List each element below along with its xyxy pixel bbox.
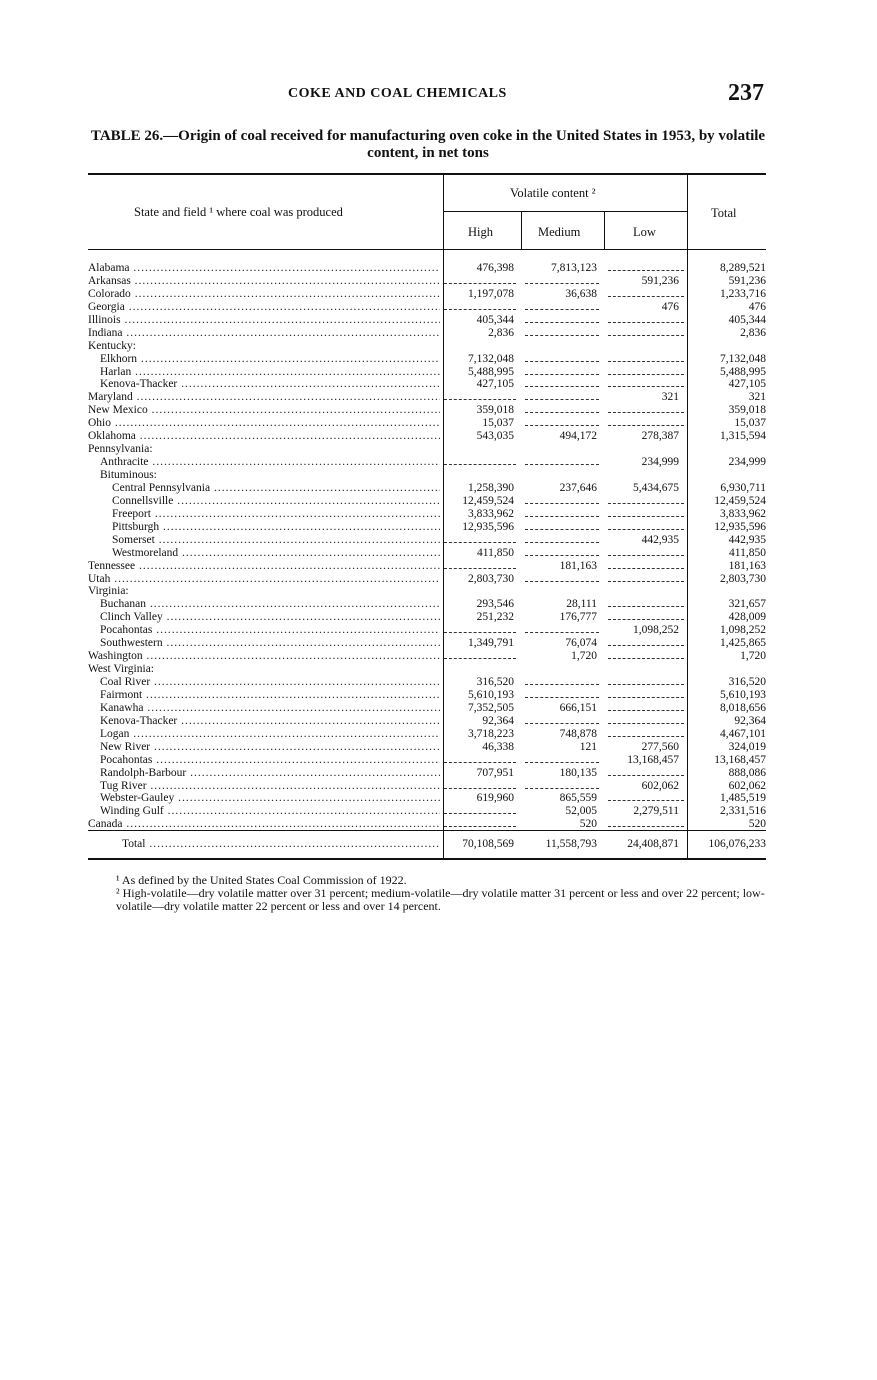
cell-total: 2,803,730 <box>720 572 766 585</box>
table-row <box>88 417 766 430</box>
col-header-total: Total <box>711 206 737 220</box>
empty-cell-leader <box>444 391 516 400</box>
table-row <box>88 637 766 650</box>
cell-high: 543,035 <box>476 430 514 443</box>
table-row <box>88 598 766 611</box>
cell-medium: 494,172 <box>559 430 597 443</box>
row-label: Kenova-Thacker ..... <box>88 715 440 728</box>
empty-cell-leader <box>608 728 684 737</box>
row-label: Southwestern ..... <box>88 637 440 650</box>
empty-cell-leader <box>608 689 684 698</box>
row-label: Ohio ..... <box>88 417 440 430</box>
empty-cell-leader <box>444 624 516 633</box>
cell-total: 8,289,521 <box>720 262 766 274</box>
empty-cell-leader <box>525 327 599 336</box>
table-bottom-rule <box>88 858 766 860</box>
empty-cell-leader <box>608 611 684 620</box>
total-low: 24,408,871 <box>627 838 679 850</box>
cell-total: 411,850 <box>729 546 766 559</box>
cell-total: 8,018,656 <box>720 701 766 714</box>
cell-medium: 666,151 <box>559 701 597 714</box>
empty-cell-leader <box>608 314 684 323</box>
cell-high: 15,037 <box>482 417 514 430</box>
total-top-rule <box>88 830 766 831</box>
cell-total: 1,425,865 <box>720 637 766 650</box>
cell-high: 251,232 <box>476 611 514 624</box>
cell-high: 5,610,193 <box>468 688 514 701</box>
cell-low: 234,999 <box>641 456 679 469</box>
cell-total: 13,168,457 <box>714 753 766 766</box>
cell-high: 1,258,390 <box>468 481 514 494</box>
row-label: Freeport ..... <box>88 508 440 521</box>
table-row <box>88 767 766 780</box>
table-row <box>88 754 766 767</box>
empty-cell-leader <box>444 560 516 569</box>
cell-low: 277,560 <box>641 740 679 753</box>
row-label: Pocahontas ..... <box>88 624 440 637</box>
empty-cell-leader <box>608 650 684 659</box>
cell-low: 5,434,675 <box>633 481 679 494</box>
table-row <box>88 611 766 624</box>
cell-total: 591,236 <box>728 274 766 287</box>
empty-cell-leader <box>525 573 599 582</box>
cell-total: 476 <box>748 300 766 313</box>
empty-cell-leader <box>525 547 599 556</box>
empty-cell-leader <box>608 495 684 504</box>
empty-cell-leader <box>608 818 684 827</box>
row-label: Coal River ..... <box>88 676 440 689</box>
cell-total: 1,098,252 <box>720 624 766 637</box>
cell-low: 1,098,252 <box>633 624 679 637</box>
table-row <box>88 560 766 573</box>
empty-cell-leader <box>444 754 516 763</box>
table-row <box>88 715 766 728</box>
footnote-2: ² High-volatile—dry volatile matter over 31 percent; medium-volatile—dry volatile matter 31 percent or less and over 22 percent; low-volatile—dry volatile matter 22 percent or less and over 14 percent. <box>116 886 765 913</box>
table-row <box>88 650 766 663</box>
cell-medium: 121 <box>579 740 597 753</box>
row-label: Randolph-Barbour ..... <box>88 767 440 780</box>
table-row <box>88 585 766 598</box>
empty-cell-leader <box>608 637 684 646</box>
cell-high: 359,018 <box>476 404 514 417</box>
row-label: Kenova-Thacker ..... <box>88 378 440 391</box>
empty-cell-leader <box>608 702 684 711</box>
cell-total: 5,488,995 <box>720 365 766 378</box>
cell-total: 427,105 <box>728 378 766 391</box>
cell-total: 12,459,524 <box>714 494 766 507</box>
cell-total: 2,331,516 <box>720 805 766 818</box>
cell-high: 411,850 <box>477 546 514 559</box>
cell-total: 92,364 <box>734 714 766 727</box>
row-label: Connellsville ..... <box>88 495 440 508</box>
cell-total: 181,163 <box>728 559 766 572</box>
table-row <box>88 353 766 366</box>
row-label: New River ..... <box>88 741 440 754</box>
cell-total: 4,467,101 <box>720 727 766 740</box>
row-label: Kanawha ..... <box>88 702 440 715</box>
empty-cell-leader <box>525 417 599 426</box>
row-label: Virginia: <box>88 585 129 598</box>
cell-total: 5,610,193 <box>720 688 766 701</box>
row-label: Pennsylvania: <box>88 443 153 456</box>
empty-cell-leader <box>444 818 516 827</box>
empty-cell-leader <box>444 780 516 789</box>
row-label: Winding Gulf ..... <box>88 805 440 818</box>
cell-medium: 520 <box>579 818 597 831</box>
empty-cell-leader <box>444 805 516 814</box>
table-row <box>88 456 766 469</box>
empty-cell-leader <box>444 301 516 310</box>
table-row <box>88 378 766 391</box>
col-header-high: High <box>468 225 493 239</box>
row-label: Webster-Gauley ..... <box>88 792 440 805</box>
empty-cell-leader <box>608 262 684 271</box>
cell-high: 7,132,048 <box>468 352 514 365</box>
cell-total: 321 <box>748 391 766 404</box>
table-row <box>88 624 766 637</box>
cell-low: 2,279,511 <box>633 805 679 818</box>
table-row <box>88 689 766 702</box>
table-row <box>88 521 766 534</box>
empty-cell-leader <box>525 780 599 789</box>
cell-high: 427,105 <box>476 378 514 391</box>
column-divider-high <box>521 212 522 250</box>
cell-total: 321,657 <box>728 598 766 611</box>
empty-cell-leader <box>525 676 599 685</box>
total-label: Total ..... <box>88 836 440 852</box>
cell-medium: 180,135 <box>559 766 597 779</box>
row-label: Westmoreland ..... <box>88 547 440 560</box>
table-row <box>88 702 766 715</box>
row-label: Somerset ..... <box>88 534 440 547</box>
empty-cell-leader <box>608 676 684 685</box>
cell-medium: 181,163 <box>559 559 597 572</box>
row-label: Tug River ..... <box>88 780 440 793</box>
row-label: Elkhorn ..... <box>88 353 440 366</box>
row-label: Georgia ..... <box>88 301 440 314</box>
table-row <box>88 508 766 521</box>
cell-total: 316,520 <box>728 676 766 688</box>
cell-high: 46,338 <box>482 740 514 753</box>
table-row <box>88 391 766 404</box>
row-label: Indiana ..... <box>88 327 440 340</box>
cell-high: 7,352,505 <box>468 701 514 714</box>
empty-cell-leader <box>525 353 599 362</box>
cell-high: 293,546 <box>476 598 514 611</box>
cell-high: 92,364 <box>482 714 514 727</box>
column-divider-medium <box>604 212 605 250</box>
empty-cell-leader <box>608 508 684 517</box>
cell-total: 405,344 <box>728 313 766 326</box>
table-row <box>88 430 766 443</box>
cell-high: 2,836 <box>488 326 514 339</box>
table-row <box>88 534 766 547</box>
footnotes <box>88 874 768 913</box>
cell-medium: 7,813,123 <box>551 262 597 274</box>
row-label: Washington ..... <box>88 650 440 663</box>
total-row <box>88 836 766 852</box>
cell-low: 476 <box>661 300 679 313</box>
cell-medium: 76,074 <box>565 637 597 650</box>
cell-total: 520 <box>748 818 766 831</box>
empty-cell-leader <box>525 314 599 323</box>
empty-cell-leader <box>608 288 684 297</box>
cell-low: 602,062 <box>641 779 679 792</box>
row-label: Tennessee ..... <box>88 560 440 573</box>
cell-total: 442,935 <box>728 533 766 546</box>
table-row <box>88 805 766 818</box>
cell-total: 1,485,519 <box>720 792 766 805</box>
row-label: Harlan ..... <box>88 366 440 379</box>
cell-total: 12,935,596 <box>714 520 766 533</box>
total-high: 70,108,569 <box>462 838 514 850</box>
row-label: New Mexico ..... <box>88 404 440 417</box>
cell-high: 12,935,596 <box>462 520 514 533</box>
group-header-volatile: Volatile content ² <box>510 186 596 200</box>
table-top-rule <box>88 173 766 175</box>
empty-cell-leader <box>525 495 599 504</box>
table-row <box>88 573 766 586</box>
running-head-title: COKE AND COAL CHEMICALS <box>288 86 507 101</box>
empty-cell-leader <box>608 598 684 607</box>
table-row <box>88 469 766 482</box>
total-medium: 11,558,793 <box>545 838 597 850</box>
empty-cell-leader <box>608 353 684 362</box>
empty-cell-leader <box>525 301 599 310</box>
cell-total: 602,062 <box>728 779 766 792</box>
row-label: Clinch Valley ..... <box>88 611 440 624</box>
cell-high: 3,833,962 <box>468 507 514 520</box>
cell-low: 278,387 <box>641 430 679 443</box>
cell-high: 2,803,730 <box>468 572 514 585</box>
table-row <box>88 301 766 314</box>
empty-cell-leader <box>525 378 599 387</box>
row-label: Pocahontas ..... <box>88 754 440 767</box>
cell-total: 7,132,048 <box>720 352 766 365</box>
table-row <box>88 495 766 508</box>
cell-total: 234,999 <box>728 456 766 469</box>
table-row <box>88 663 766 676</box>
table-row <box>88 792 766 805</box>
empty-cell-leader <box>444 456 516 465</box>
row-label: Logan ..... <box>88 728 440 741</box>
empty-cell-leader <box>525 456 599 465</box>
table-row <box>88 547 766 560</box>
empty-cell-leader <box>525 715 599 724</box>
table-row <box>88 327 766 340</box>
cell-high: 1,197,078 <box>468 287 514 300</box>
footnote-1: ¹ As defined by the United States Coal Commission of 1922. <box>116 873 407 887</box>
cell-medium: 176,777 <box>559 611 597 624</box>
row-label: Canada ..... <box>88 818 440 831</box>
table-row <box>88 366 766 379</box>
row-label: Oklahoma ..... <box>88 430 440 443</box>
table-row <box>88 314 766 327</box>
cell-medium: 1,720 <box>571 650 597 663</box>
cell-total: 1,720 <box>740 650 766 663</box>
empty-cell-leader <box>444 534 516 543</box>
empty-cell-leader <box>608 767 684 776</box>
table-row <box>88 443 766 456</box>
cell-medium: 36,638 <box>565 287 597 300</box>
col-header-medium: Medium <box>538 225 581 239</box>
cell-medium: 865,559 <box>559 792 597 805</box>
table-row <box>88 728 766 741</box>
cell-high: 5,488,995 <box>468 365 514 378</box>
empty-cell-leader <box>525 275 599 284</box>
empty-cell-leader <box>444 650 516 659</box>
cell-low: 591,236 <box>641 274 679 287</box>
row-label: Buchanan ..... <box>88 598 440 611</box>
table-row <box>88 741 766 754</box>
cell-total: 428,009 <box>728 611 766 624</box>
row-label: Alabama ..... <box>88 262 440 275</box>
row-label: Anthracite ..... <box>88 456 440 469</box>
cell-total: 3,833,962 <box>720 507 766 520</box>
empty-cell-leader <box>525 521 599 530</box>
cell-high: 1,349,791 <box>468 637 514 650</box>
table-body <box>88 262 766 831</box>
empty-cell-leader <box>608 560 684 569</box>
row-label: Illinois ..... <box>88 314 440 327</box>
cell-high: 707,951 <box>476 766 514 779</box>
total-total: 106,076,233 <box>708 838 766 850</box>
empty-cell-leader <box>608 792 684 801</box>
empty-cell-leader <box>525 404 599 413</box>
empty-cell-leader <box>525 366 599 375</box>
table-row <box>88 676 766 689</box>
empty-cell-leader <box>608 417 684 426</box>
table-row <box>88 340 766 353</box>
header-subrule <box>444 211 688 212</box>
cell-total: 359,018 <box>728 404 766 417</box>
empty-cell-leader <box>608 715 684 724</box>
cell-total: 1,315,594 <box>720 430 766 443</box>
table-row <box>88 288 766 301</box>
col-header-low: Low <box>633 225 656 239</box>
row-label: Arkansas ..... <box>88 275 440 288</box>
empty-cell-leader <box>608 378 684 387</box>
empty-cell-leader <box>608 521 684 530</box>
empty-cell-leader <box>608 404 684 413</box>
row-label: Colorado ..... <box>88 288 440 301</box>
empty-cell-leader <box>608 366 684 375</box>
row-label: Kentucky: <box>88 339 136 352</box>
table-row <box>88 482 766 495</box>
row-label: Utah ..... <box>88 573 440 586</box>
empty-cell-leader <box>525 624 599 633</box>
row-label: West Virginia: <box>88 663 154 676</box>
cell-total: 1,233,716 <box>720 287 766 300</box>
row-label: Fairmont ..... <box>88 689 440 702</box>
empty-cell-leader <box>444 275 516 284</box>
cell-medium: 748,878 <box>559 727 597 740</box>
cell-high: 619,960 <box>476 792 514 805</box>
empty-cell-leader <box>608 327 684 336</box>
row-label: Bituminous: <box>100 469 157 481</box>
header-bottom-rule <box>88 249 766 250</box>
cell-high: 12,459,524 <box>462 494 514 507</box>
stub-header: State and field ¹ where coal was produced <box>134 205 343 219</box>
cell-medium: 237,646 <box>559 481 597 494</box>
table-row <box>88 780 766 793</box>
cell-medium: 52,005 <box>565 805 597 818</box>
empty-cell-leader <box>525 754 599 763</box>
cell-low: 442,935 <box>641 533 679 546</box>
empty-cell-leader <box>525 508 599 517</box>
table-caption: TABLE 26.—Origin of coal received for manufacturing oven coke in the United States in 1953, by volatile content, in net tons <box>90 128 766 161</box>
cell-high: 3,718,223 <box>468 727 514 740</box>
empty-cell-leader <box>525 689 599 698</box>
row-label: Pittsburgh ..... <box>88 521 440 534</box>
empty-cell-leader <box>525 534 599 543</box>
table-row <box>88 262 766 275</box>
cell-low: 321 <box>661 391 679 404</box>
cell-total: 2,836 <box>740 326 766 339</box>
cell-total: 15,037 <box>734 417 766 430</box>
running-head <box>0 80 877 108</box>
cell-medium: 28,111 <box>566 598 597 611</box>
cell-high: 316,520 <box>476 676 514 688</box>
page-number: 237 <box>728 80 764 106</box>
row-label: Maryland ..... <box>88 391 440 404</box>
row-label: Central Pennsylvania ..... <box>88 482 440 495</box>
table-row <box>88 275 766 288</box>
empty-cell-leader <box>608 573 684 582</box>
empty-cell-leader <box>608 547 684 556</box>
cell-total: 888,086 <box>728 766 766 779</box>
cell-total: 324,019 <box>728 740 766 753</box>
cell-high: 405,344 <box>476 313 514 326</box>
cell-low: 13,168,457 <box>627 753 679 766</box>
empty-cell-leader <box>525 391 599 400</box>
cell-high: 476,398 <box>476 262 514 274</box>
cell-total: 6,930,711 <box>720 481 766 494</box>
table-row <box>88 404 766 417</box>
